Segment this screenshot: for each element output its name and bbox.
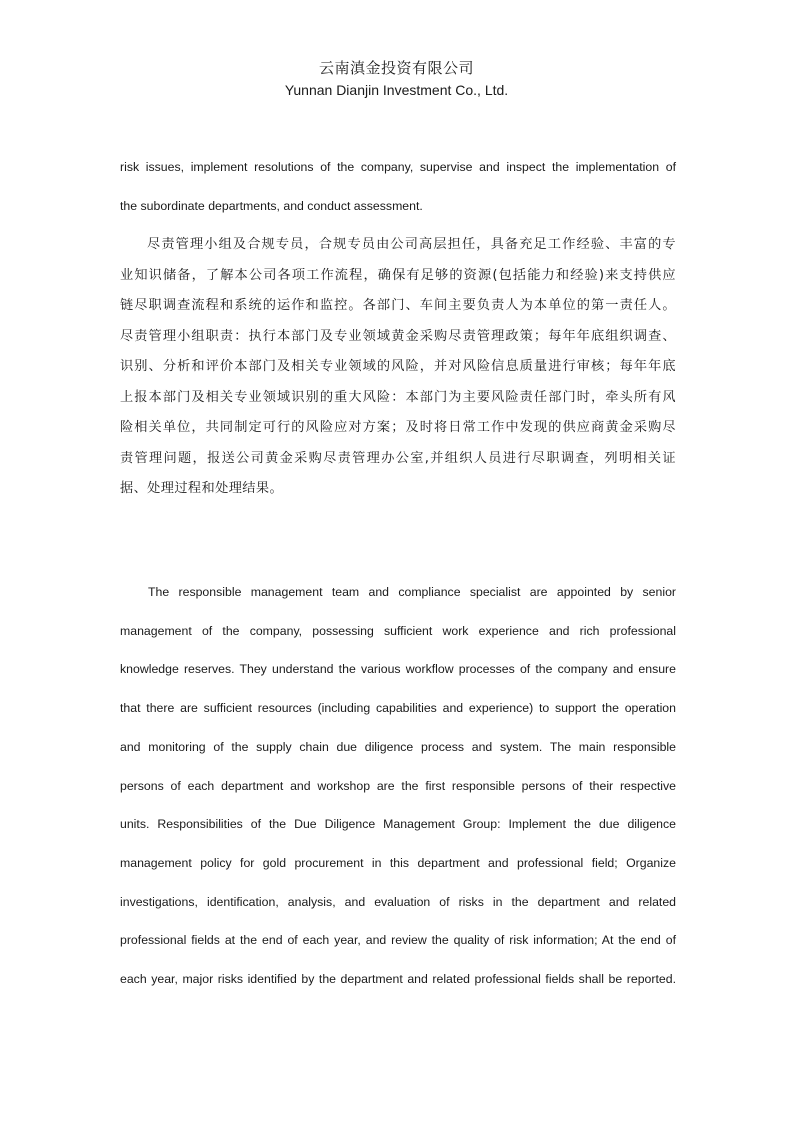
- company-name-chinese: 云南滇金投资有限公司: [318, 59, 474, 77]
- paragraph-line: 链尽职调查流程和系统的运作和监控。各部门、车间主要负责人为本单位的第一责任人。: [120, 298, 676, 313]
- paragraph-line: 上报本部门及相关专业领域识别的重大风险：本部门为主要风险责任部门时，牵头所有风: [120, 389, 676, 405]
- paragraph-line: risk issues, implement resolutions of the company, supervise and inspect the implementation of: [120, 160, 676, 174]
- page-header: [0, 58, 793, 100]
- paragraph-line: knowledge reserves. They understand the various workflow processes of the company and ensure: [120, 662, 676, 677]
- paragraph-line: 险相关单位，共同制定可行的风险应对方案；及时将日常工作中发现的供应商黄金采购尽: [120, 420, 676, 435]
- paragraph-risk-issues: [120, 148, 676, 225]
- paragraph-line: each year, major risks identified by the department and related professional fields shall be reported.: [120, 972, 676, 987]
- paragraph-line: professional fields at the end of each year, and review the quality of risk information; At the end of: [120, 933, 676, 948]
- paragraph-line: persons of each department and workshop are the first responsible persons of their respective: [120, 778, 676, 793]
- paragraph-line: 责管理问题，报送公司黄金采购尽责管理办公室,并组织人员进行尽职调查，列明相关证: [120, 450, 676, 466]
- paragraph-line: 尽责管理小组及合规专员，合规专员由公司高层担任，具备充足工作经验、丰富的专: [147, 237, 676, 252]
- paragraph-line: 业知识储备，了解本公司各项工作流程，确保有足够的资源(包括能力和经验)来支持供应: [120, 267, 676, 283]
- paragraph-line: 据、处理过程和处理结果。: [120, 481, 284, 496]
- company-name-english: Yunnan Dianjin Investment Co., Ltd.: [284, 82, 509, 98]
- paragraph-chinese-responsibilities: [120, 230, 676, 505]
- paragraph-line: The responsible management team and compliance specialist are appointed by senior: [148, 585, 676, 599]
- paragraph-line: that there are sufficient resources (including capabilities and experience) to support the operation: [120, 701, 676, 716]
- paragraph-line: management of the company, possessing sufficient work experience and rich professional: [120, 623, 676, 638]
- paragraph-line: 识别、分析和评价本部门及相关专业领域的风险，并对风险信息质量进行审核；每年年底: [120, 359, 676, 374]
- paragraph-line: the subordinate departments, and conduct assessment.: [120, 198, 423, 213]
- paragraph-line: 尽责管理小组职责：执行本部门及专业领域黄金采购尽责管理政策；每年年底组织调查、: [120, 328, 676, 344]
- paragraph-line: investigations, identification, analysis, and evaluation of risks in the department and related: [120, 894, 676, 909]
- paragraph-english-responsibilities: [120, 573, 676, 999]
- paragraph-line: management policy for gold procurement in this department and professional field; Organize: [120, 855, 676, 870]
- paragraph-line: and monitoring of the supply chain due diligence process and system. The main responsible: [120, 739, 676, 754]
- paragraph-line: units. Responsibilities of the Due Diligence Management Group: Implement the due diligence: [120, 817, 676, 832]
